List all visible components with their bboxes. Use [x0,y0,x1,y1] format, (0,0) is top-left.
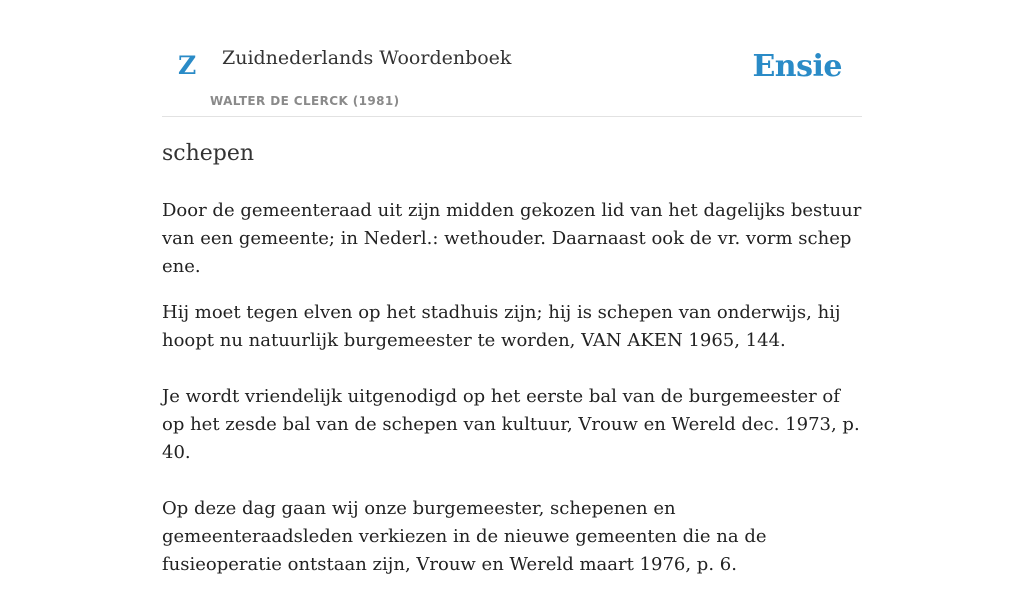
source-logo-letter[interactable]: Z [178,51,197,80]
entry-example: Je wordt vriendelijk uitgenodigd op het eerste bal van de burgemeester of op het zesde bal van de schepen van kultuur, Vrouw en Wereld dec. 1973, p. 40. [162,386,860,463]
source-book-title[interactable]: Zuidnederlands Woordenboek [222,47,512,69]
entry-definition: Door de gemeenteraad uit zijn midden gekozen lid van het dagelijks bestuur van een gemeente; in Nederl.: wethouder. Daarnaast ook de vr. vorm schep ene. [162,200,862,277]
header [162,0,862,117]
entry-headword: schepen [162,141,255,166]
entry-example: Op deze dag gaan wij onze burgemeester, schepenen en gemeenteraadsleden verkiezen in de nieuwe gemeenten die na de fusieoperatie ontstaan zijn, Vrouw en Wereld maart 1976, p. 6. [162,498,767,575]
ensie-brand-logo[interactable]: Ensie [752,49,842,84]
entry-example: Hij moet tegen elven op het stadhuis zijn; hij is schepen van onderwijs, hij hoopt nu natuurlijk burgemeester te worden, VAN AKEN 1965, 144. [162,302,841,351]
entry-content [162,136,862,607]
source-book-author: WALTER DE CLERCK (1981) [210,94,400,108]
